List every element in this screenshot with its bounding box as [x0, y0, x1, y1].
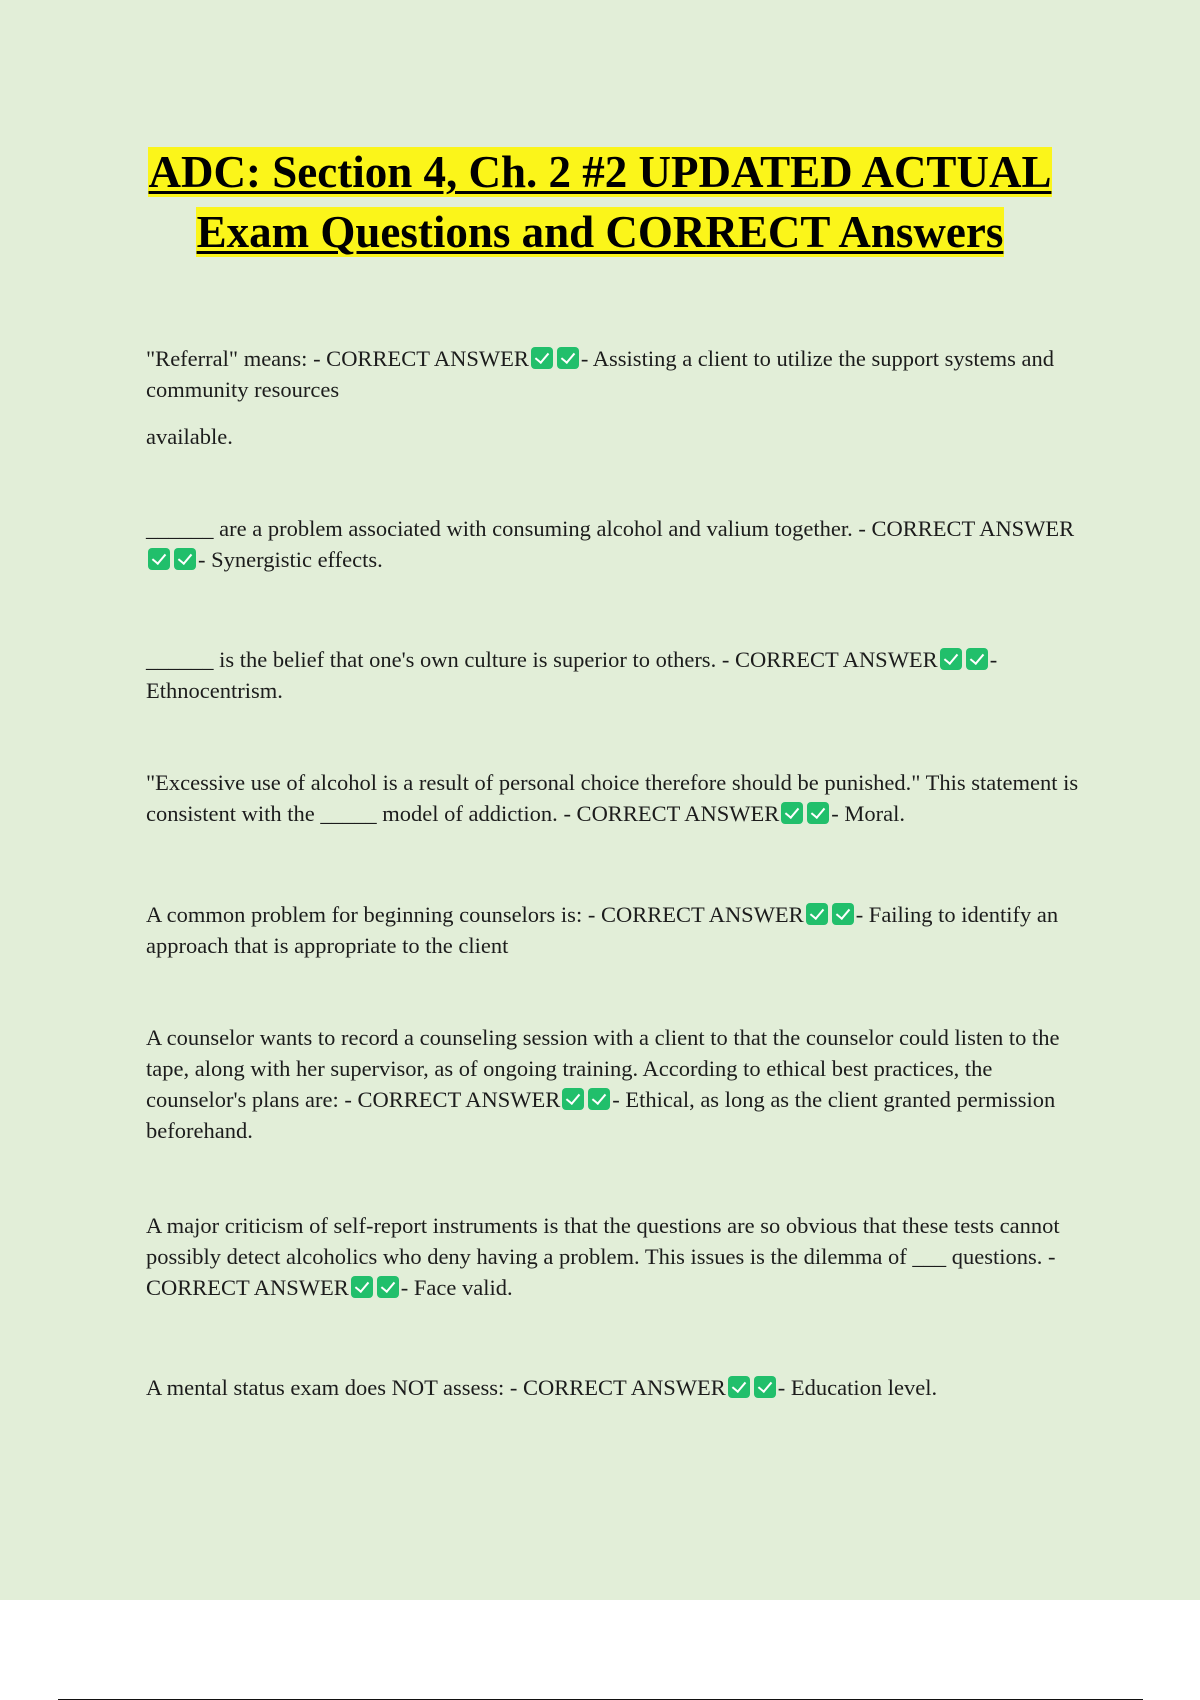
title-highlight: ADC: Section 4, Ch. 2 #2 UPDATED ACTUAL Exam Questions and CORRECT Answers [148, 147, 1052, 257]
green-checkbox-icon [807, 802, 829, 824]
green-checkbox-icon [781, 802, 803, 824]
qa-item-5 [146, 899, 1086, 961]
green-checkbox-icon [728, 1376, 750, 1398]
green-checkbox-icon [557, 347, 579, 369]
question-text: A common problem for beginning counselors is: [146, 902, 583, 927]
question-text: A counselor wants to record a counseling session with a client to that the counselor could listen to the tape, along with her supervisor, as of ongoing training. According to ethical best practices, the counselor's plans are: [146, 1025, 1060, 1112]
correct-answer-label: - CORRECT ANSWER [563, 801, 780, 826]
green-checkbox-icon [966, 648, 988, 670]
correct-answer-label: - CORRECT ANSWER [721, 647, 938, 672]
question-text: "Excessive use of alcohol is a result of personal choice therefore should be punished." This statement is consistent with the _____ model of addiction. [146, 770, 1079, 826]
correct-answer-label: - CORRECT ANSWER [146, 1244, 1056, 1300]
answer-text: - Face valid. [400, 1275, 513, 1300]
answer-text: - Education level. [777, 1375, 938, 1400]
qa-item-1-continuation: available. [146, 424, 233, 449]
green-checkbox-icon [806, 903, 828, 925]
correct-answer-label: - CORRECT ANSWER [587, 902, 804, 927]
green-checkbox-icon [832, 903, 854, 925]
question-text: A mental status exam does NOT assess: [146, 1375, 505, 1400]
green-checkbox-icon [174, 548, 196, 570]
answer-text: - Ethnocentrism. [146, 647, 998, 703]
qa-item-8 [146, 1372, 1086, 1403]
qa-item-6 [146, 1022, 1086, 1146]
green-checkbox-icon [148, 548, 170, 570]
green-checkbox-icon [531, 347, 553, 369]
correct-answer-label: - CORRECT ANSWER [858, 516, 1075, 541]
green-checkbox-icon [377, 1276, 399, 1298]
correct-answer-label: - CORRECT ANSWER [344, 1087, 561, 1112]
answer-text: - Failing to identify an approach that is appropriate to the client [146, 902, 1059, 958]
answer-text: - Moral. [831, 801, 906, 826]
green-checkbox-icon [588, 1088, 610, 1110]
question-text: ______ is the belief that one's own culture is superior to others. [146, 647, 717, 672]
qa-item-7 [146, 1210, 1086, 1303]
page-title [120, 142, 1080, 262]
question-text: A major criticism of self-report instruments is that the questions are so obvious that these tests cannot possibly detect alcoholics who deny having a problem. This issues is the dilemma of ___ questions. [146, 1213, 1060, 1269]
qa-item-3 [146, 644, 1086, 706]
correct-answer-label: - CORRECT ANSWER [509, 1375, 726, 1400]
qa-item-1 [146, 343, 1086, 405]
green-checkbox-icon [562, 1088, 584, 1110]
qa-item-4 [146, 767, 1086, 829]
question-text: ______ are a problem associated with consuming alcohol and valium together. [146, 516, 853, 541]
question-text: "Referral" means: [146, 346, 308, 371]
green-checkbox-icon [754, 1376, 776, 1398]
answer-text: - Ethical, as long as the client granted permission beforehand. [146, 1087, 1056, 1143]
green-checkbox-icon [351, 1276, 373, 1298]
page-footer-area [0, 1600, 1200, 1700]
answer-text: - Assisting a client to utilize the support systems and community resources [146, 346, 1054, 402]
correct-answer-label: - CORRECT ANSWER [313, 346, 529, 371]
green-checkbox-icon [940, 648, 962, 670]
qa-item-2 [146, 513, 1086, 575]
answer-text: - Synergistic effects. [198, 547, 383, 572]
